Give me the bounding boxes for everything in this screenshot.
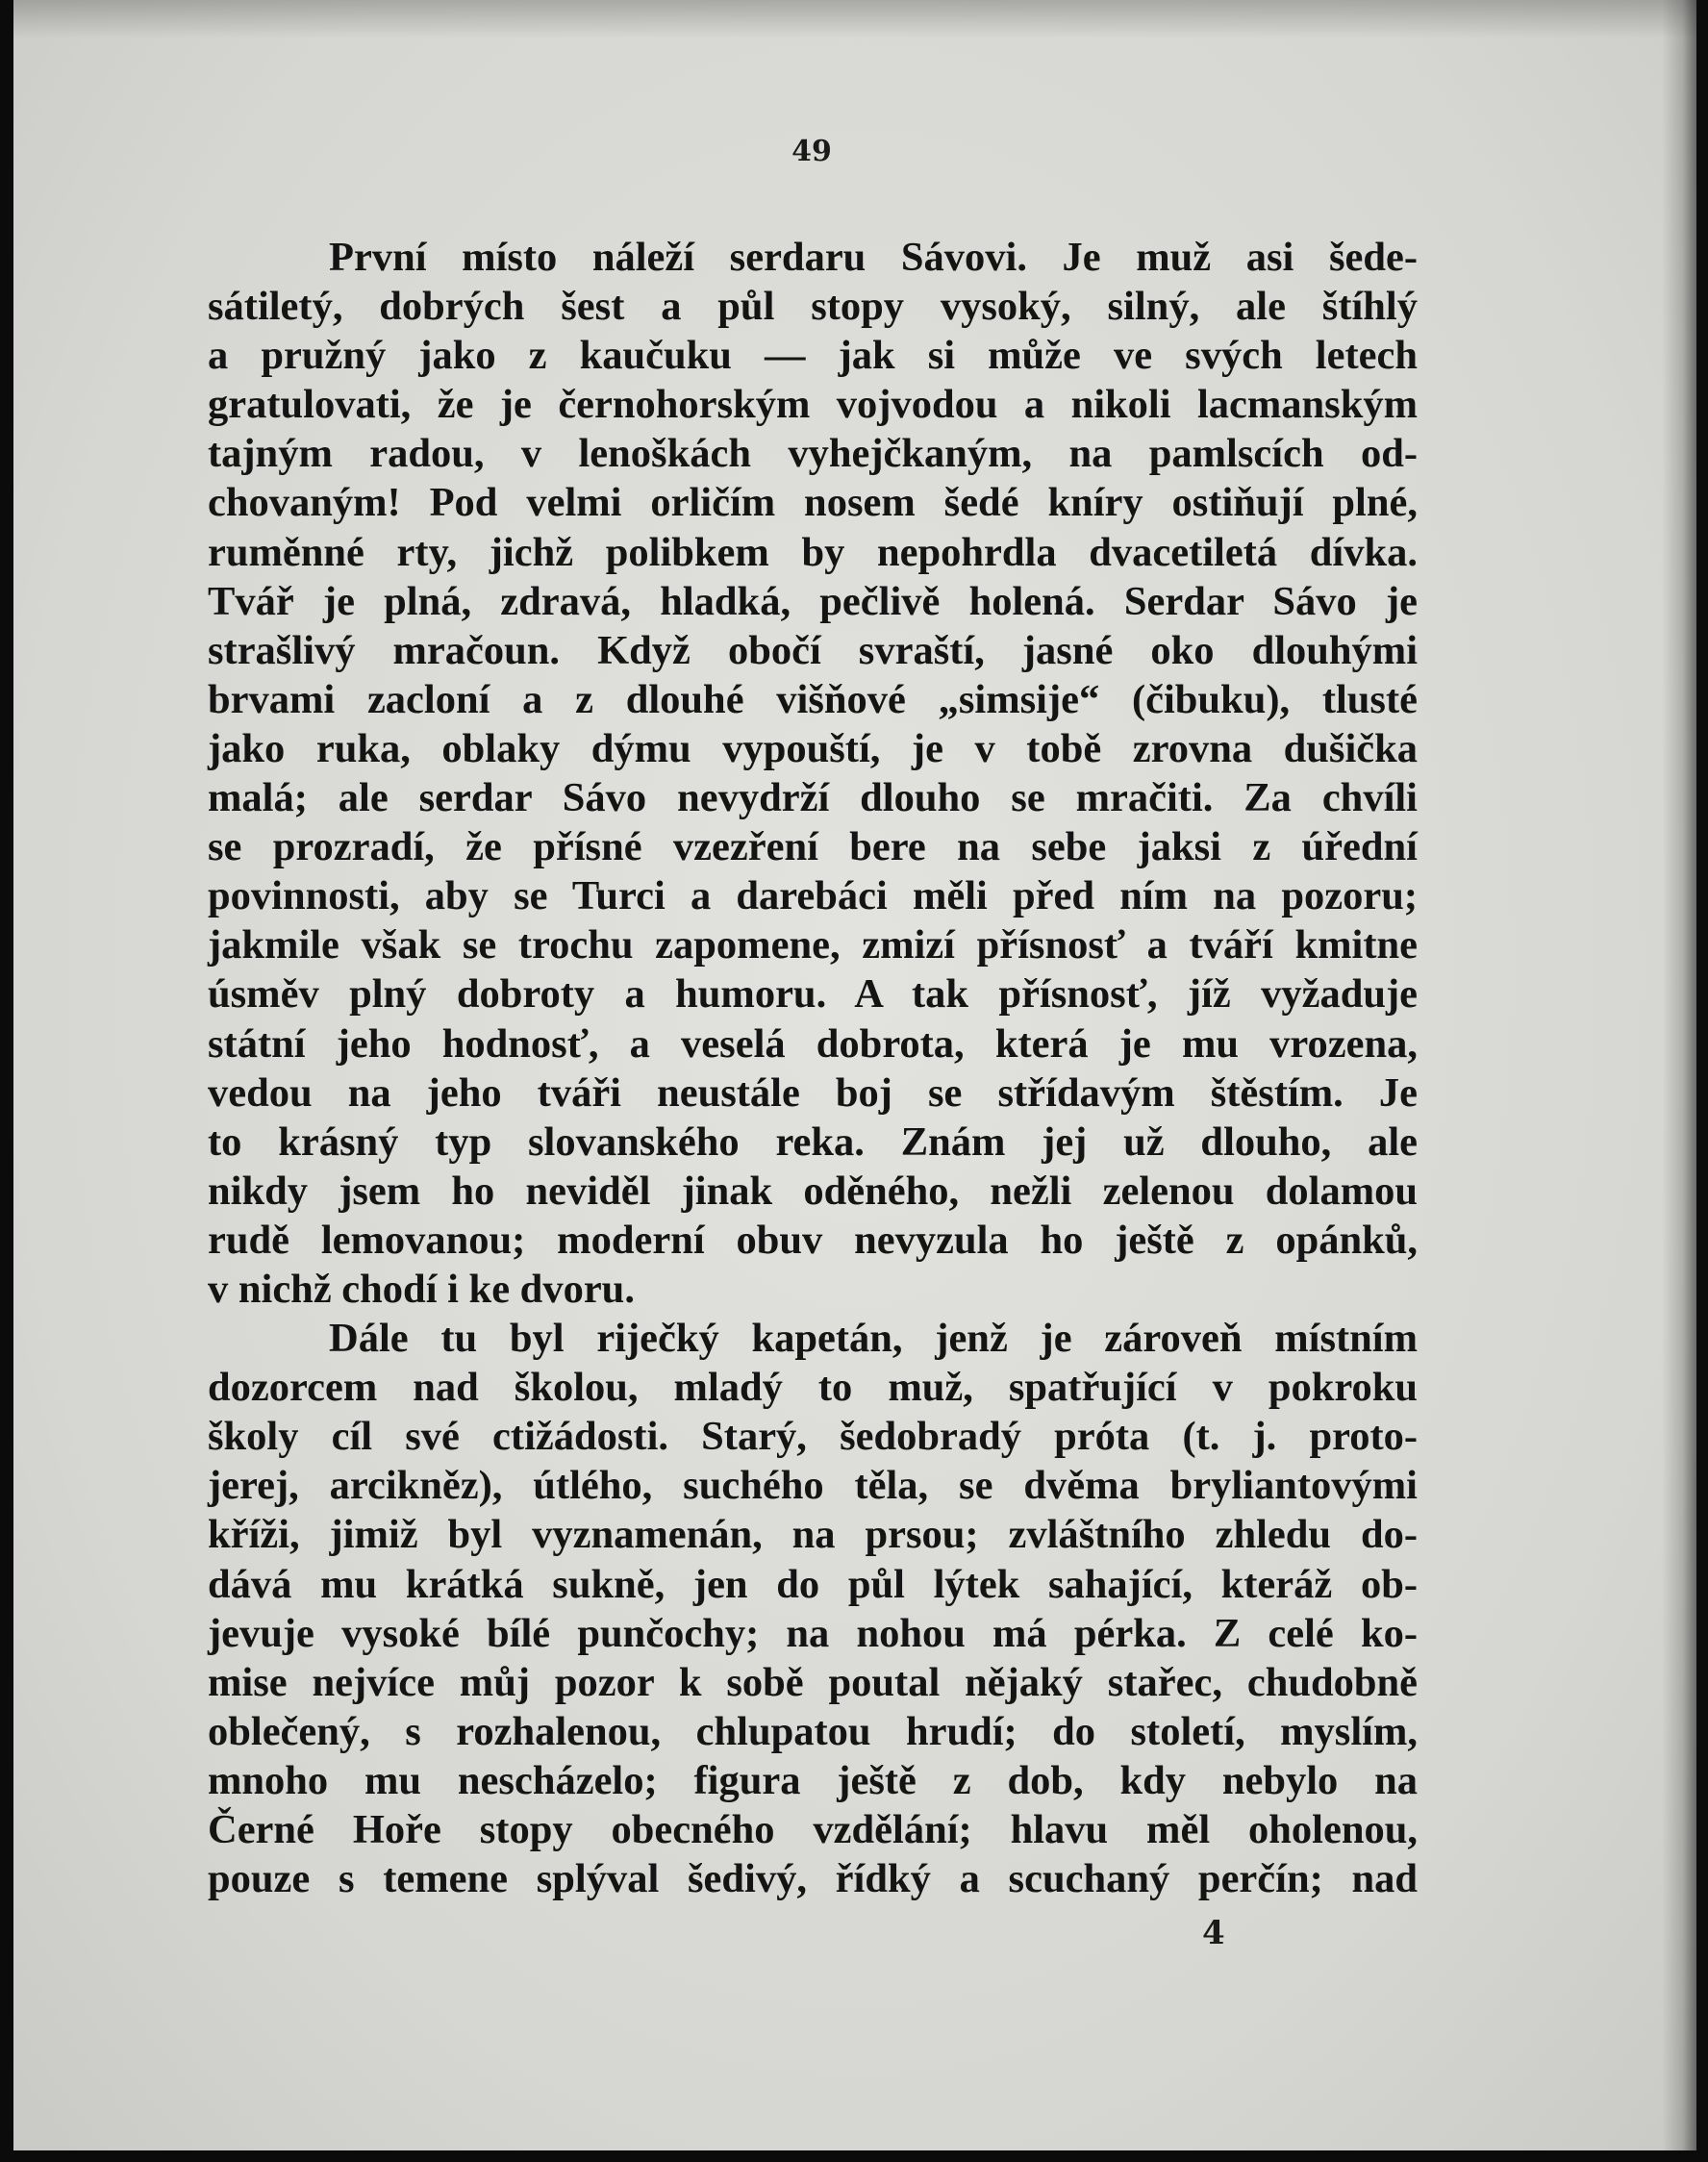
page-top-shadow (13, 0, 1696, 38)
text-line: školy cíl své ctižádosti. Starý, šedobradý próta (t. j. proto- (208, 1414, 1418, 1460)
text-line: kříži, jimiž byl vyznamenán, na prsou; zvláštního zhledu do- (208, 1512, 1418, 1558)
text-line: gratulovati, že je černohorským vojvodou a nikoli lacmanským (208, 382, 1418, 428)
text-line: oblečený, s rozhalenou, chlupatou hrudí; do století, myslím, (208, 1708, 1418, 1754)
text-line: ruměnné rty, jichž polibkem by nepohrdla dvacetiletá dívka. (208, 529, 1418, 575)
text-line: dozorcem nad školou, mladý to muž, spatřující v pokroku (208, 1365, 1418, 1411)
text-line: dává mu krátká sukně, jen do půl lýtek sahající, kteráž ob- (208, 1561, 1418, 1607)
text-line: strašlivý mračoun. Když obočí svraští, jasné oko dlouhými (208, 627, 1418, 673)
text-line: povinnosti, aby se Turci a darebáci měli před ním na pozoru; (208, 873, 1418, 919)
text-line: jevuje vysoké bílé punčochy; na nohou má pérka. Z celé ko- (208, 1610, 1418, 1656)
page-right-shadow (1662, 0, 1696, 2150)
body-text (208, 233, 1418, 1903)
text-line: a pružný jako z kaučuku — jak si může ve svých letech (208, 333, 1418, 379)
text-line: malá; ale serdar Sávo nevydrží dlouho se mračiti. Za chvíli (208, 775, 1418, 821)
text-line: Černé Hoře stopy obecného vzdělání; hlavu měl oholenou, (208, 1807, 1418, 1852)
text-line: úsměv plný dobroty a humoru. A tak přísnosť, jíž vyžaduje (208, 971, 1418, 1018)
text-line: to krásný typ slovanského reka. Znám jej už dlouho, ale (208, 1119, 1418, 1165)
text-line: První místo náleží serdaru Sávovi. Je muž asi šede- (329, 235, 1418, 280)
text-line: pouze s temene splýval šedivý, řídký a scuchaný perčín; nad (208, 1856, 1418, 1902)
text-line: se prozradí, že přísné vzezření bere na sebe jaksi z úřední (208, 824, 1418, 870)
text-line: mise nejvíce můj pozor k sobě poutal nějaký stařec, chudobně (208, 1659, 1418, 1705)
page-number: 49 (791, 135, 832, 168)
text-line: jerej, arcikněz), útlého, suchého těla, se dvěma bryliantovými (208, 1463, 1418, 1509)
text-line: Dále tu byl riječký kapetán, jenž je zároveň místním (329, 1316, 1418, 1362)
text-line: brvami zacloní a z dlouhé višňové „simsije“ (čibuku), tlusté (208, 676, 1418, 722)
text-line: státní jeho hodnosť, a veselá dobrota, která je mu vrozena, (208, 1020, 1418, 1067)
text-line: jakmile však se trochu zapomene, zmizí přísnosť a tváří kmitne (208, 922, 1418, 968)
text-line: tajným radou, v lenoškách vyhejčkaným, na pamlscích od- (208, 431, 1418, 477)
text-line: v nichž chodí i ke dvoru. (208, 1266, 635, 1312)
signature-mark: 4 (1202, 1914, 1225, 1952)
book-page (13, 0, 1696, 2150)
text-line: sátiletý, dobrých šest a půl stopy vysoký, silný, ale štíhlý (208, 284, 1418, 330)
text-line: rudě lemovanou; moderní obuv nevyzula ho ještě z opánků, (208, 1217, 1418, 1263)
text-line: chovaným! Pod velmi orličím nosem šedé kníry ostiňují plné, (208, 480, 1418, 526)
text-line: mnoho mu nescházelo; figura ještě z dob, kdy nebylo na (208, 1757, 1418, 1803)
text-line: Tvář je plná, zdravá, hladká, pečlivě holená. Serdar Sávo je (208, 578, 1418, 624)
text-line: nikdy jsem ho neviděl jinak oděného, nežli zelenou dolamou (208, 1168, 1418, 1214)
text-line: vedou na jeho tváři neustále boj se střídavým štěstím. Je (208, 1069, 1418, 1116)
text-line: jako ruka, oblaky dýmu vypouští, je v tobě zrovna dušička (208, 725, 1418, 771)
